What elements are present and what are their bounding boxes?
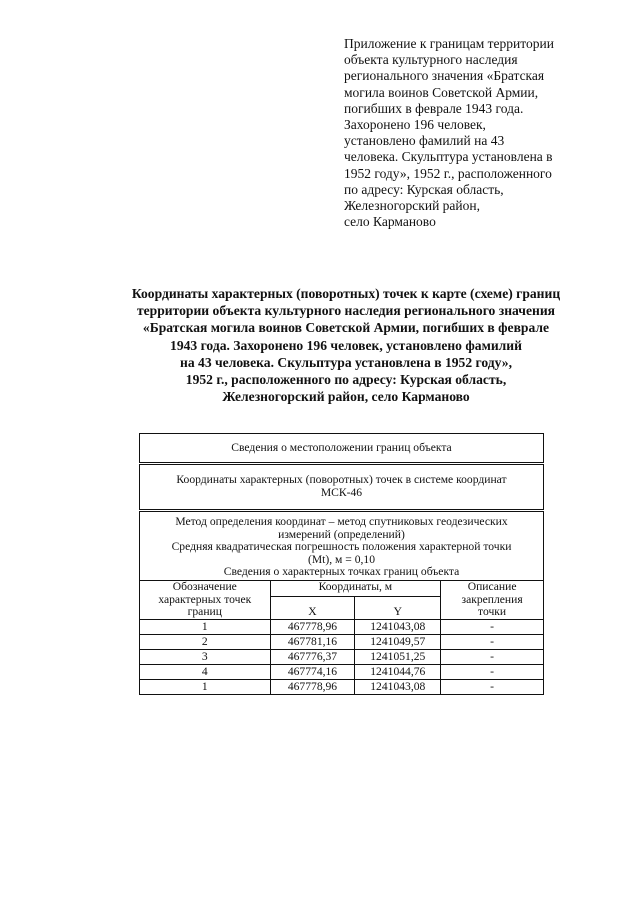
document-title	[96, 285, 596, 405]
appendix-line: могила воинов Советской Армии,	[344, 84, 539, 100]
point-description: -	[441, 634, 544, 649]
title-line: Координаты характерных (поворотных) точек к карте (схеме) границ	[131, 286, 561, 301]
point-description: -	[441, 664, 544, 679]
appendix-line: человека. Скульптура установлена в	[344, 149, 553, 165]
coordinate-system-line: Координаты характерных (поворотных) точек в системе координат	[176, 473, 507, 487]
title-line: 1943 года. Захоронено 196 человек, установлено фамилий	[170, 337, 522, 353]
coordinates-table	[139, 433, 544, 695]
accuracy-line: Средняя квадратическая погрешность положения характерной точки	[171, 540, 512, 554]
coord-y: 1241049,57	[355, 634, 441, 649]
appendix-line: объекта культурного наследия	[344, 52, 518, 68]
table-row	[140, 634, 544, 649]
appendix-line: по адресу: Курская область,	[344, 181, 504, 197]
col-description-header: Описание закрепления точки	[441, 580, 544, 619]
method-line: измерений (определений)	[278, 527, 405, 541]
col-designation-header: Обозначение характерных точек границ	[140, 580, 271, 619]
coord-x: 467776,37	[270, 649, 355, 664]
point-id: 3	[140, 649, 271, 664]
col-y-header: Y	[355, 596, 441, 619]
point-id: 2	[140, 634, 271, 649]
coord-x: 467781,16	[270, 634, 355, 649]
point-description: -	[441, 619, 544, 634]
table-row	[140, 619, 544, 634]
appendix-line: установлено фамилий на 43	[344, 133, 505, 149]
appendix-line: Захоронено 196 человек,	[344, 117, 486, 133]
table-row	[140, 664, 544, 679]
table-row	[140, 679, 544, 694]
coordinate-system-cell	[140, 464, 544, 511]
coord-y: 1241043,08	[355, 619, 441, 634]
col-coords-header: Координаты, м	[270, 580, 441, 596]
coordinate-system-name: МСК-46	[320, 486, 363, 499]
title-line: «Братская могила воинов Советской Армии, погибших в феврале	[142, 320, 550, 336]
title-line: Железногорский район, село Карманово	[222, 389, 470, 405]
coord-x: 467778,96	[270, 619, 355, 634]
points-heading: Сведения о характерных точках границ объекта	[223, 565, 460, 579]
appendix-note	[344, 36, 584, 230]
point-description: -	[441, 679, 544, 694]
method-cell	[140, 511, 544, 581]
appendix-line: погибших в феврале 1943 года.	[344, 100, 524, 116]
title-line: 1952 г., расположенного по адресу: Курская область,	[185, 372, 507, 388]
coord-x: 467774,16	[270, 664, 355, 679]
appendix-line: Железногорский район,	[344, 198, 480, 214]
appendix-line: 1952 году», 1952 г., расположенного	[344, 165, 552, 181]
accuracy-line: (Mt), м = 0,10	[307, 552, 375, 566]
point-id: 1	[140, 679, 271, 694]
appendix-line: регионального значения «Братская	[344, 68, 545, 84]
point-description: -	[441, 649, 544, 664]
point-id: 4	[140, 664, 271, 679]
table-row	[140, 649, 544, 664]
method-line: Метод определения координат – метод спутниковых геодезических	[175, 515, 508, 528]
coord-y: 1241043,08	[355, 679, 441, 694]
point-id: 1	[140, 619, 271, 634]
coord-x: 467778,96	[270, 679, 355, 694]
appendix-line: село Карманово	[344, 214, 436, 230]
col-x-header: X	[270, 596, 355, 619]
coord-y: 1241044,76	[355, 664, 441, 679]
title-line: на 43 человека. Скульптура установлена в 1952 году»,	[180, 354, 512, 370]
appendix-line: Приложение к границам территории	[344, 36, 554, 51]
section-location-header: Сведения о местоположении границ объекта	[140, 434, 544, 464]
coord-y: 1241051,25	[355, 649, 441, 664]
title-line: территории объекта культурного наследия регионального значения	[136, 303, 556, 319]
